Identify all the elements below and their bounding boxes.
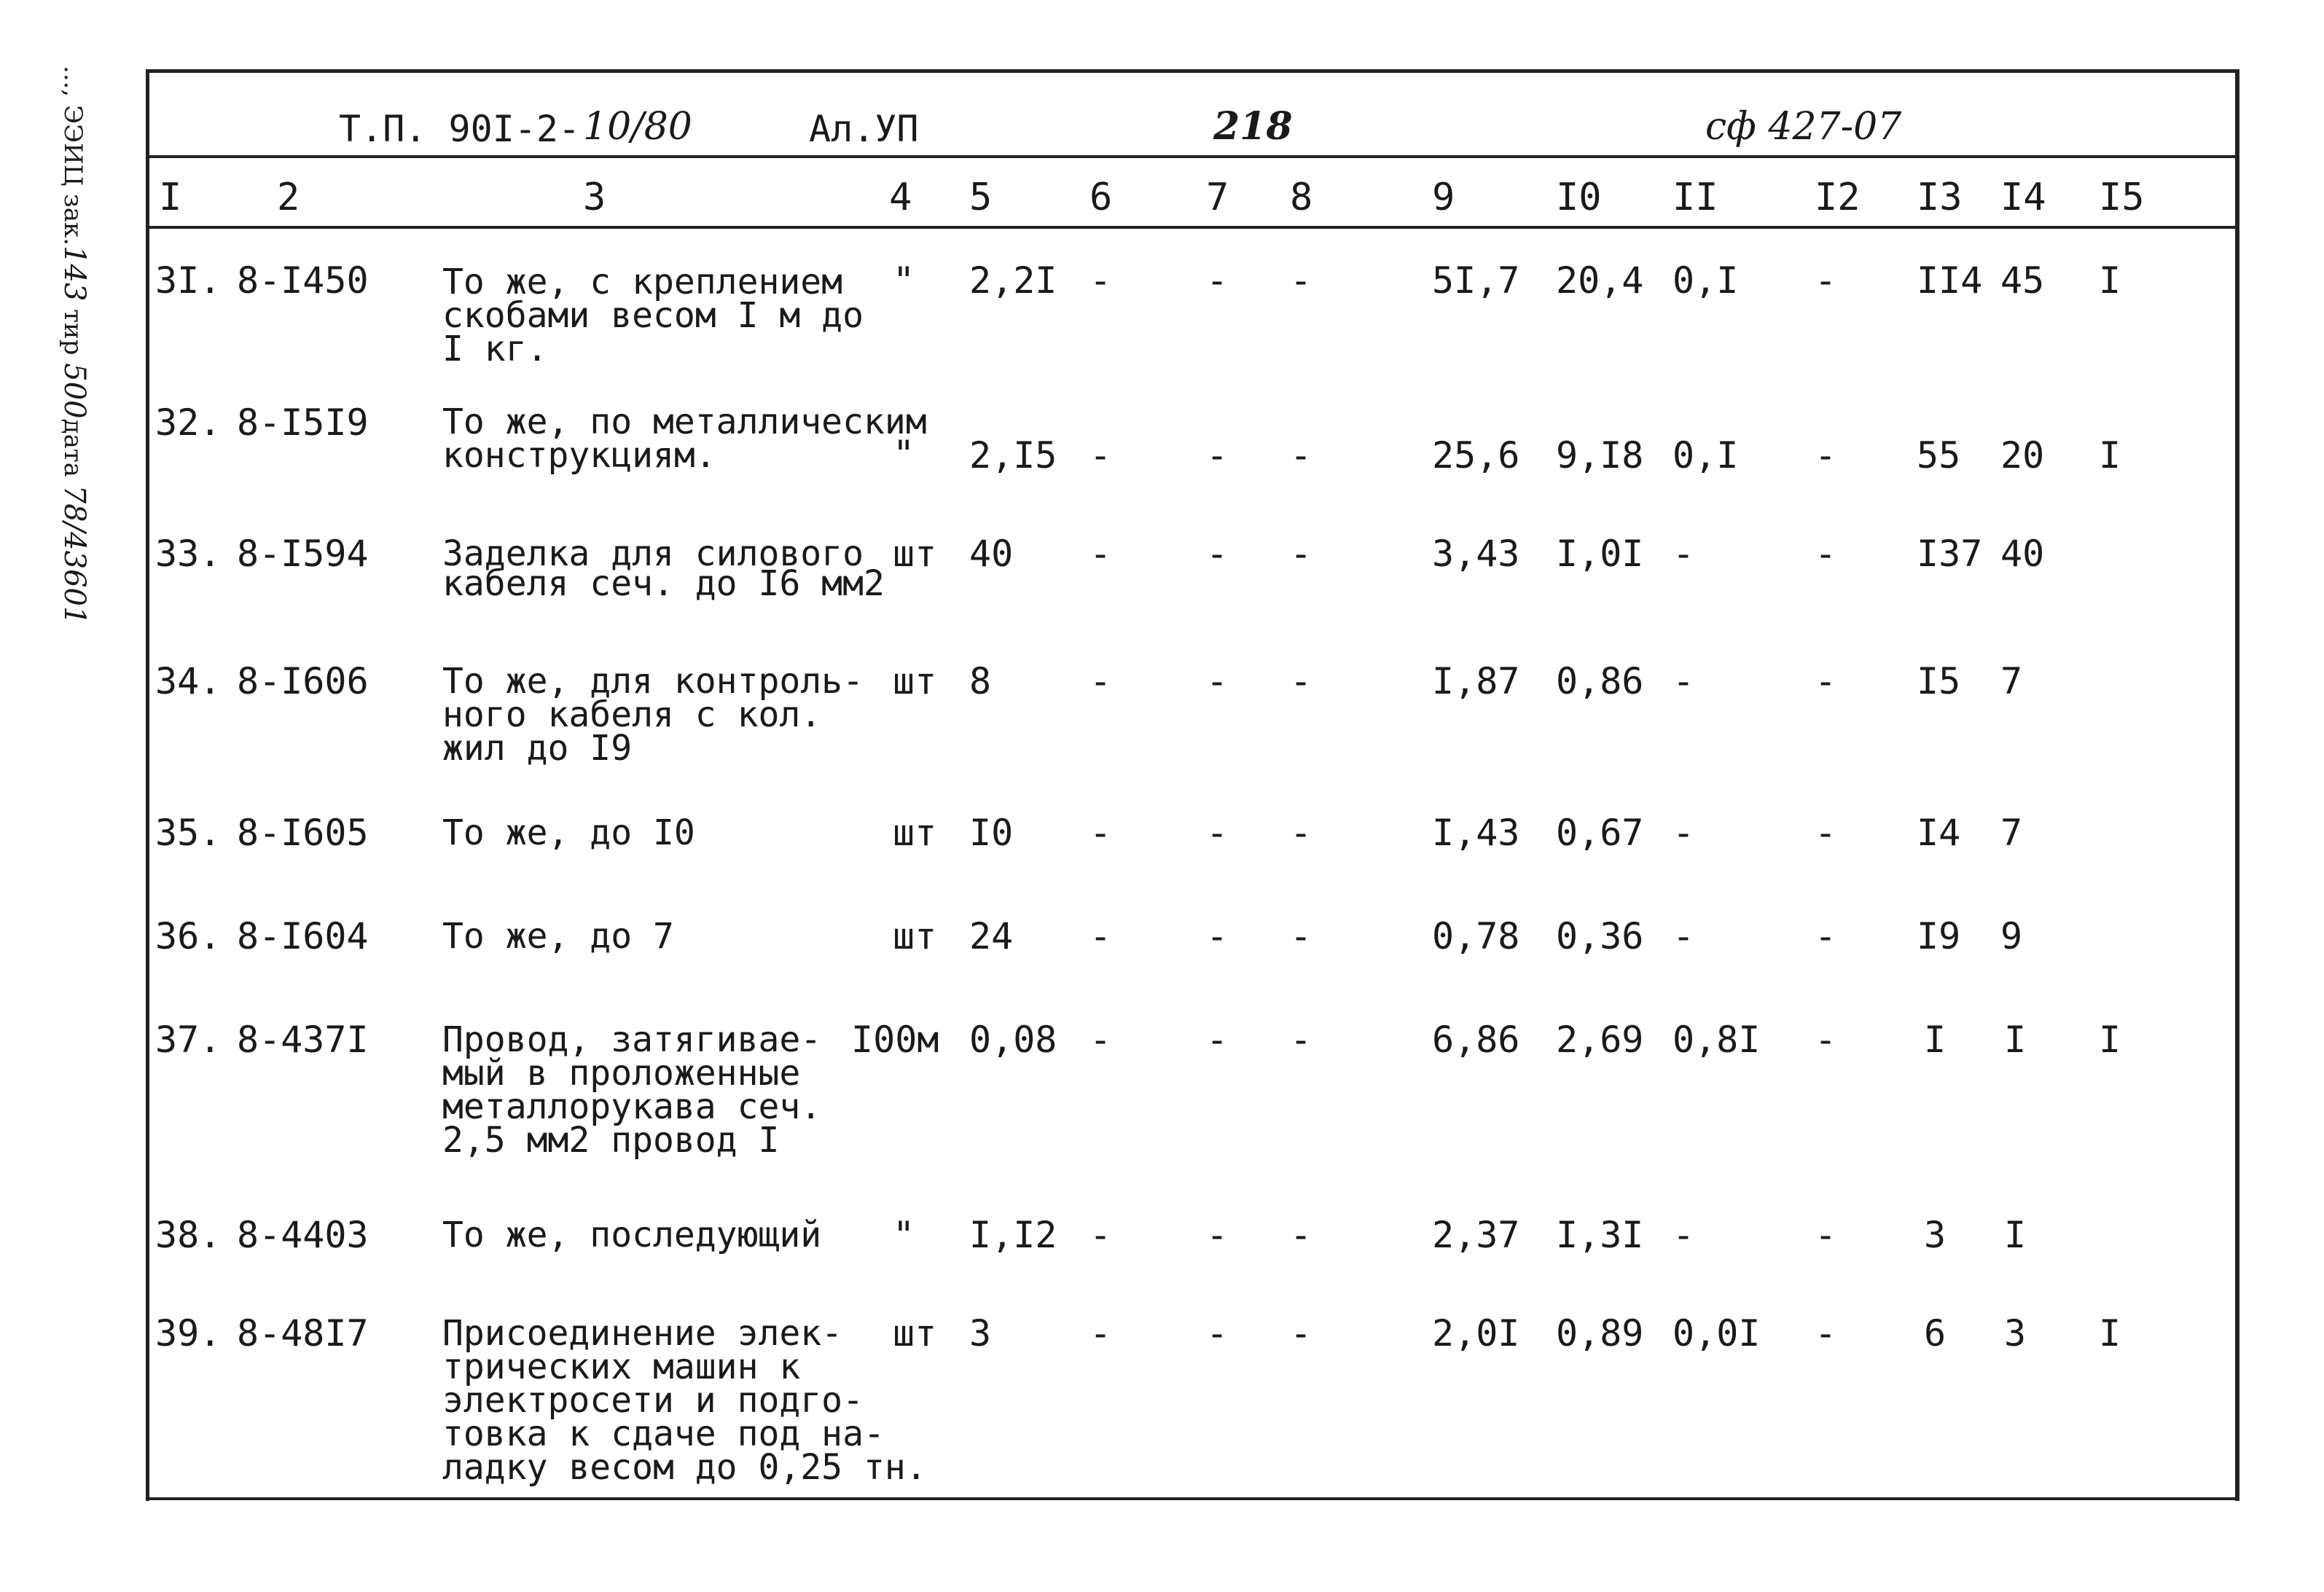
row-col12: - [1815,812,1837,854]
row-col10: 0,86 [1556,660,1644,702]
row-col9: 25,6 [1432,434,1520,477]
row-col13: II4 [1917,259,1983,302]
row-number: 33. [155,533,222,575]
row-col14: I [2004,1019,2027,1061]
row-code: 8-I5I9 [237,401,369,444]
col-header-1: I [159,176,182,219]
row-code: 8-I450 [237,259,369,302]
row-col8: - [1290,533,1312,575]
row-col6: - [1089,812,1112,854]
col-header-12: I2 [1815,176,1861,219]
stamp-label: ..., ЭЭИЦ зак. [58,66,87,246]
row-col14: 7 [2000,660,2023,702]
row-col5: 40 [969,533,1014,575]
row-number: 37. [155,1019,222,1061]
row-col14: 7 [2000,812,2023,854]
col-header-13: I3 [1917,176,1963,219]
row-description-line: конструкциям. [442,435,716,476]
row-col11: - [1672,1214,1695,1256]
col-header-9: 9 [1432,176,1455,219]
row-col13: 3 [1924,1214,1947,1256]
row-col13: 6 [1924,1312,1947,1354]
row-number: 39. [155,1312,222,1354]
row-col11: - [1672,660,1695,702]
row-description-line: кабеля сеч. до I6 мм2 [442,563,885,604]
row-col7: - [1206,915,1229,957]
row-col9: 2,0I [1432,1312,1520,1354]
row-col13: I4 [1917,812,1961,854]
row-unit: шт [893,915,937,957]
row-col9: I,87 [1432,660,1520,702]
header-album: Ал.УП [809,108,919,150]
row-col7: - [1206,1312,1229,1354]
row-description-line: То же, до I0 [442,812,695,853]
row-col10: I,3I [1556,1214,1644,1256]
row-col14: 45 [2000,259,2045,302]
row-col12: - [1815,434,1837,477]
header-tp-label: Т.П. 90I-2- [339,108,581,150]
row-col6: - [1089,533,1112,575]
row-col7: - [1206,533,1229,575]
row-col5: 2,I5 [969,434,1057,477]
row-col12: - [1815,1214,1837,1256]
row-col13: 55 [1917,434,1961,477]
row-col10: 9,I8 [1556,434,1644,477]
row-code: 8-437I [237,1019,369,1061]
col-header-2: 2 [277,176,300,219]
row-col8: - [1290,915,1312,957]
row-col12: - [1815,915,1837,957]
row-col14: 3 [2004,1312,2027,1354]
row-description-line: ного кабеля с кол. [442,694,822,735]
row-col5: 2,2I [969,259,1057,302]
row-col6: - [1089,915,1112,957]
row-col10: 0,67 [1556,812,1644,854]
row-description-line: I кг. [442,329,548,369]
row-col7: - [1206,812,1229,854]
row-description-line: металлорукава сеч. [442,1086,822,1127]
row-col9: 6,86 [1432,1019,1520,1061]
row-col14: 9 [2000,915,2023,957]
row-col7: - [1206,259,1229,302]
stamp-code: /43601 [58,522,91,625]
col-header-11: II [1672,176,1718,219]
row-col13: I37 [1917,533,1983,575]
row-col10: I,0I [1556,533,1644,575]
row-col11: 0,0I [1672,1312,1761,1354]
row-col8: - [1290,1312,1312,1354]
row-col11: 0,I [1672,434,1739,477]
row-col7: - [1206,660,1229,702]
row-col6: - [1089,434,1112,477]
row-description-line: То же, с креплением [442,262,843,302]
row-col8: - [1290,1214,1312,1256]
row-col8: - [1290,660,1312,702]
row-unit: шт [893,1312,937,1354]
row-description-line: ладку весом до 0,25 тн. [442,1447,927,1488]
row-col15: I [2099,1019,2121,1061]
row-col13: I [1924,1019,1947,1061]
row-description-line: То же, последующий [442,1215,822,1255]
row-col12: - [1815,660,1837,702]
header-page-number: 218 [1213,104,1293,149]
row-description-line: Заделка для силового [442,533,864,574]
row-col11: 0,8I [1672,1019,1761,1061]
row-unit: шт [893,660,937,702]
row-col8: - [1290,1019,1312,1061]
header-tp-handwritten: 10/80 [583,105,692,149]
row-col10: 20,4 [1556,259,1644,302]
row-col12: - [1815,533,1837,575]
row-description-line: мый в проложенные [442,1053,801,1094]
stamp-label-2: тир [58,301,87,364]
stamp-print-run: 500 [58,363,91,419]
row-col6: - [1089,259,1112,302]
row-col13: I5 [1917,660,1961,702]
row-col9: I,43 [1432,812,1520,854]
row-col6: - [1089,660,1112,702]
row-unit: " [893,1214,915,1256]
row-description-line: Присоединение элек- [442,1313,843,1354]
row-code: 8-I605 [237,812,369,854]
row-description-line: То же, по металлическим [442,401,927,442]
row-col10: 0,89 [1556,1312,1644,1354]
row-code: 8-4403 [237,1214,369,1256]
row-number: 34. [155,660,222,702]
row-col10: 0,36 [1556,915,1644,957]
row-description-line: трических машин к [442,1346,801,1387]
row-col14: 40 [2000,533,2045,575]
col-header-5: 5 [969,176,993,219]
row-description-line: товка к сдаче под на- [442,1413,885,1454]
row-col5: I0 [969,812,1014,854]
row-col12: - [1815,259,1837,302]
row-col11: - [1672,533,1695,575]
row-description-line: электросети и подго- [442,1380,864,1421]
row-col5: 0,08 [969,1019,1057,1061]
row-col5: 24 [969,915,1014,957]
col-header-10: I0 [1556,176,1602,219]
stamp-date: 78 [58,485,91,522]
row-col5: I,I2 [969,1214,1057,1256]
col-header-6: 6 [1089,176,1113,219]
row-code: 8-I606 [237,660,369,702]
row-col14: I [2004,1214,2027,1256]
row-unit: шт [893,812,937,854]
row-description-line: 2,5 мм2 провод I [442,1120,780,1161]
row-col13: I9 [1917,915,1961,957]
archive-stamp-text [58,66,91,624]
row-number: 38. [155,1214,222,1256]
row-description-line: скобами весом I м до [442,295,864,336]
row-col14: 20 [2000,434,2045,477]
row-number: 3I. [155,259,222,302]
row-col6: - [1089,1214,1112,1256]
row-col11: - [1672,812,1695,854]
row-col9: 5I,7 [1432,259,1520,302]
row-col12: - [1815,1312,1837,1354]
row-col7: - [1206,1019,1229,1061]
row-col11: - [1672,915,1695,957]
row-number: 36. [155,915,222,957]
col-header-7: 7 [1206,176,1229,219]
row-col8: - [1290,812,1312,854]
stamp-label-3: дата [58,418,87,485]
row-col6: - [1089,1019,1112,1061]
row-col6: - [1089,1312,1112,1354]
col-header-15: I5 [2099,176,2145,219]
row-unit: " [893,433,915,475]
row-code: 8-48I7 [237,1312,369,1354]
row-col15: I [2099,1312,2121,1354]
archive-stamp [58,66,142,625]
col-header-4: 4 [889,176,912,219]
row-col15: I [2099,434,2121,477]
row-description-line: Провод, затягивае- [442,1019,822,1060]
row-col9: 3,43 [1432,533,1520,575]
row-code: 8-I594 [237,533,369,575]
row-col7: - [1206,1214,1229,1256]
header-document-code: сф 427-07 [1705,105,1902,149]
row-col5: 8 [969,660,992,702]
row-col8: - [1290,259,1312,302]
col-header-3: 3 [583,176,606,219]
row-unit: шт [893,533,937,575]
column-header-divider [146,226,2236,229]
row-col9: 0,78 [1432,915,1520,957]
row-col12: - [1815,1019,1837,1061]
row-col10: 2,69 [1556,1019,1644,1061]
stamp-order-number: 143 [58,246,91,302]
row-col7: - [1206,434,1229,477]
row-description-line: То же, для контроль- [442,661,864,702]
row-col15: I [2099,259,2121,302]
header-divider [146,155,2236,158]
row-col11: 0,I [1672,259,1739,302]
col-header-8: 8 [1290,176,1313,219]
row-number: 35. [155,812,222,854]
row-number: 32. [155,401,222,444]
row-col5: 3 [969,1312,992,1354]
row-unit: I00м [851,1019,939,1061]
row-description-line: То же, до 7 [442,916,674,957]
row-description-line: жил до I9 [442,728,633,769]
table-bottom-border [146,1497,2236,1500]
row-col9: 2,37 [1432,1214,1520,1256]
row-code: 8-I604 [237,915,369,957]
col-header-14: I4 [2000,176,2046,219]
row-unit: " [893,259,915,302]
row-col8: - [1290,434,1312,477]
